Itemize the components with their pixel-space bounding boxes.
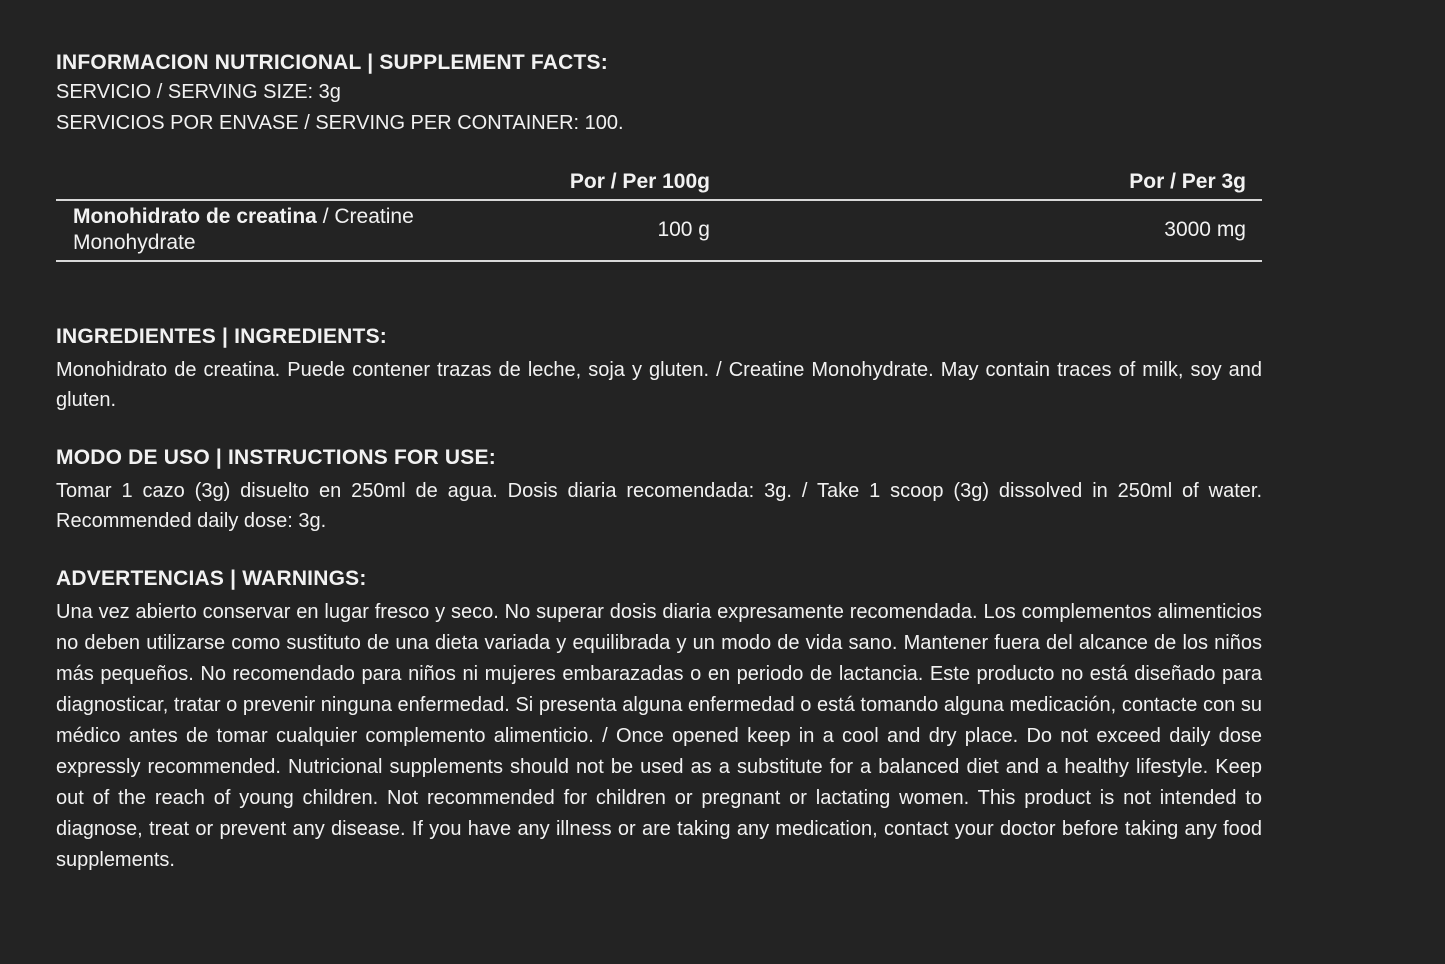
ingredient-name-en: Creatine Monohydrate — [73, 205, 414, 254]
ingredient-name-es: Monohidrato de creatina — [73, 205, 317, 228]
servings-per-container: SERVICIOS POR ENVASE / SERVING PER CONTAINER: 100. — [56, 112, 624, 134]
ingredients-heading: INGREDIENTES | INGREDIENTS: — [56, 325, 387, 348]
column-header-name — [56, 167, 510, 200]
warnings-text: Una vez abierto conservar en lugar fresco y seco. No superar dosis diaria expresamente recomendada. Los complementos alimenticios no deben utilizarse como sustituto de una dieta variada y equilibrada y un modo de vida sano. Mantener fuera del alcance de los niños más pequeños. No recomendado para niños ni mujeres embarazadas o en periodo de lactancia. Este producto no está diseñado para diagnosticar, tratar o prevenir ninguna enfermedad. Si presenta alguna enfermedad o está tomando alguna medicación, contacte con su médico antes de tomar cualquier complemento alimenticio. / Once opened keep in a cool and dry place. Do not exceed daily dose expressly recommended. Nutricional supplements should not be used as a substitute for a balanced diet and a healthy lifestyle. Keep out of the reach of young children. Not recommended for children or pregnant or lactating women. This product is not intended to diagnose, treat or prevent any disease. If you have any illness or are taking any medication, contact your doctor before taking any food supplements. — [56, 601, 1262, 871]
serving-size: SERVICIO / SERVING SIZE: 3g — [56, 81, 341, 103]
ingredient-name-separator: / — [316, 205, 335, 228]
facts-header — [56, 48, 1262, 139]
ingredient-name-cell — [56, 200, 510, 261]
usage-text: Tomar 1 cazo (3g) disuelto en 250ml de agua. Dosis diaria recomendada: 3g. / Take 1 scoop (3g) dissolved in 250ml of water. Recommended daily dose: 3g. — [56, 480, 1262, 532]
facts-table-header-row — [56, 167, 1262, 200]
column-header-per-3g: Por / Per 3g — [1086, 167, 1262, 200]
usage-heading: MODO DE USO | INSTRUCTIONS FOR USE: — [56, 446, 496, 469]
supplement-label — [56, 48, 1262, 904]
ingredients-section — [56, 322, 1262, 415]
usage-section — [56, 443, 1262, 536]
warnings-section — [56, 564, 1262, 876]
facts-table — [56, 167, 1262, 262]
column-header-per-100g: Por / Per 100g — [510, 167, 1086, 200]
facts-title: INFORMACION NUTRICIONAL | SUPPLEMENT FACTS: — [56, 51, 608, 74]
ingredients-text: Monohidrato de creatina. Puede contener trazas de leche, soja y gluten. / Creatine Monohydrate. May contain traces of milk, soy and gluten. — [56, 359, 1262, 411]
warnings-heading: ADVERTENCIAS | WARNINGS: — [56, 567, 367, 590]
table-row — [56, 200, 1262, 261]
amount-per-100g: 100 g — [510, 200, 1086, 261]
amount-per-3g: 3000 mg — [1086, 200, 1262, 261]
